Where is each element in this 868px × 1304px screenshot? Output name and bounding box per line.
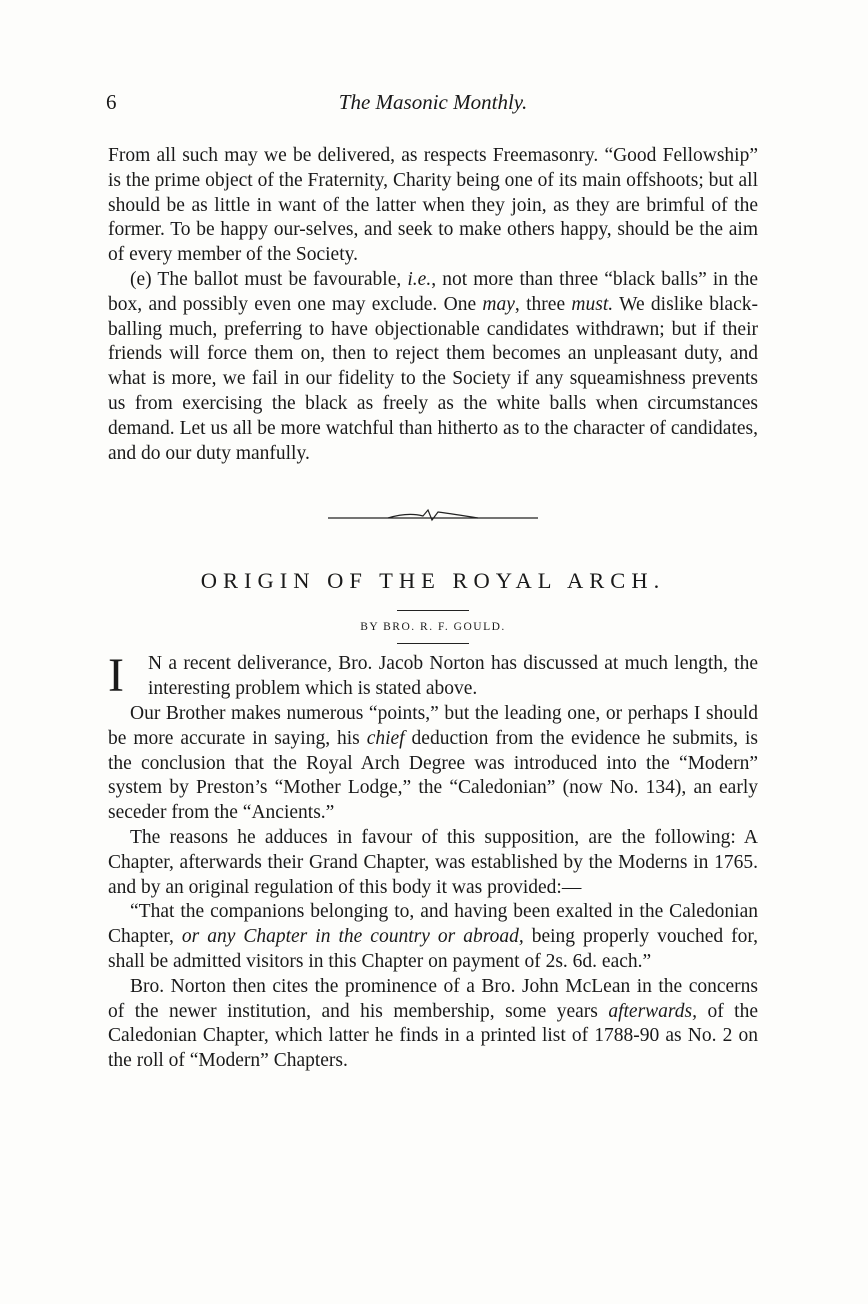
intro-paragraph-1: From all such may we be delivered, as respects Freemasonry. “Good Fellowship” is the prime object of the Fraternity, Charity being one of its main offshoots; but all should be as little in want of the latter when they join, as they are brimful of the former. To be happy our-selves, and seek to make others happy, should be the aim of every member of the Society. bbox=[108, 145, 758, 266]
text-run: Bro. Norton then cites the prominence of a Bro. John McLean in the concerns of the newer institution, and his membership, some years bbox=[108, 975, 758, 1022]
text-run: , three bbox=[514, 293, 572, 315]
page bbox=[108, 90, 758, 1074]
italic-run: must. bbox=[571, 293, 614, 315]
section-divider-ornament bbox=[328, 506, 538, 526]
text-run: We dislike black-balling much, preferring to have objectionable candidates withdrawn; but if their friends will force them on, then to reject them becomes an unpleasant duty, and what is more, we fail in our fidelity to the Society if any squeamishness prevents us from exercising the black as freely as the white balls when circumstances demand. Let us all be more watchful than hitherto as to the character of candidates, and do our duty manfully. bbox=[108, 293, 758, 464]
article-paragraph-1 bbox=[108, 649, 758, 703]
article-paragraph-2 bbox=[108, 702, 758, 826]
text-run: , not more than three “black balls” in the box, and possibly even one may exclude. One bbox=[108, 268, 758, 315]
byline: BY BRO. R. F. GOULD. bbox=[360, 621, 506, 634]
italic-run: may bbox=[482, 293, 515, 315]
text-run: “That the companions belonging to, and having been exalted in the Caledonian Chapter, bbox=[108, 901, 758, 948]
italic-run: afterwards, bbox=[608, 1000, 697, 1022]
running-header bbox=[108, 90, 758, 122]
byline-rule bbox=[397, 643, 469, 644]
text-run: of the Caledonian Chapter, which latter he finds in a printed list of 1788-90 as No. 2 on the roll of “Modern” Chapters. bbox=[108, 1000, 758, 1072]
drop-cap: I bbox=[108, 649, 124, 703]
running-title: The Masonic Monthly. bbox=[338, 90, 528, 114]
italic-run: or any Chapter in the country or abroad, bbox=[181, 926, 524, 948]
text-run: (e) The ballot must be favourable, bbox=[130, 268, 408, 290]
intro-paragraph-2 bbox=[108, 268, 758, 466]
article-paragraph-3: The reasons he adduces in favour of this supposition, are the following: A Chapter, afterwards their Grand Chapter, was established by the Moderns in 1765. and by an original regulation of this body it was provided:— bbox=[108, 826, 758, 898]
article-body bbox=[108, 649, 759, 1074]
text-run: being properly vouched for, shall be admitted visitors in this Chapter on payment of 2s. 6d. each.” bbox=[108, 926, 759, 972]
title-rule bbox=[397, 610, 469, 611]
article-paragraph-5 bbox=[108, 975, 758, 1074]
italic-run: i.e. bbox=[407, 268, 432, 290]
intro-section bbox=[108, 144, 758, 466]
italic-run: chief bbox=[366, 727, 405, 749]
page-number: 6 bbox=[106, 90, 117, 114]
article-title: ORIGIN OF THE ROYAL ARCH. bbox=[200, 568, 666, 594]
text-run: N a recent deliverance, Bro. Jacob Norton has discussed at much length, the interesting problem which is stated above. bbox=[148, 653, 758, 700]
text-run: Our Brother makes numerous “points,” but the leading one, or perhaps I should be more accurate in saying, his bbox=[108, 702, 758, 749]
text-run: deduction from the evidence he submits, is the conclusion that the Royal Arch Degree was introduced into the “Modern” system by Preston’s “Mother Lodge,” the “Caledonian” (now No. 134), an early seceder from the “Ancients.” bbox=[108, 727, 758, 824]
article-paragraph-4 bbox=[108, 900, 758, 974]
